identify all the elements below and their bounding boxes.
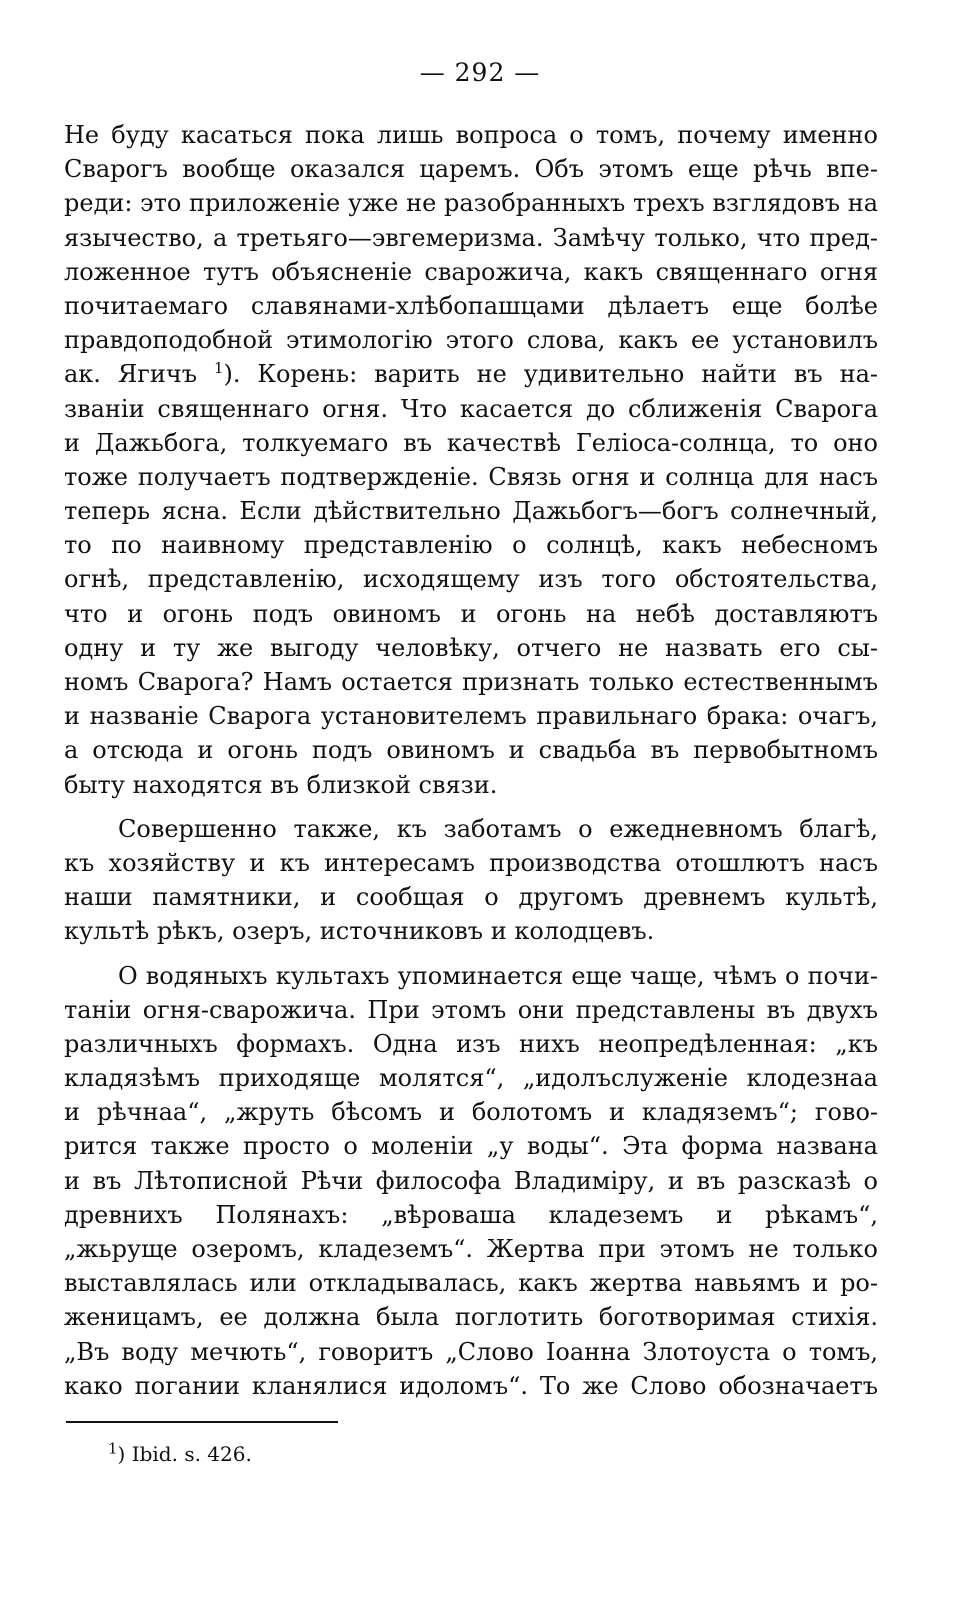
footnote-marker: 1 bbox=[108, 1439, 118, 1458]
text-line: наши памятники, и сообщая о другомъ древнемъ культѣ, bbox=[64, 883, 878, 912]
footnote bbox=[108, 1440, 252, 1468]
text-line: древнихъ Полянахъ: „вѣроваша кладеземъ и рѣкамъ“, bbox=[64, 1200, 878, 1229]
text-line-with-footnote-ref bbox=[64, 357, 878, 391]
text-line: и рѣчнаа“, „жруть бѣсомъ и болотомъ и кладяземъ“; гово- bbox=[64, 1098, 878, 1127]
text-line: то по наивному представленію о солнцѣ, какъ небесномъ bbox=[64, 531, 878, 560]
text-line: „Въ воду мечють“, говоритъ „Слово Іоанна Злотоуста о томъ, bbox=[64, 1337, 878, 1366]
text-line: язычество, а третьяго—эвгемеризма. Замѣчу только, что пред- bbox=[64, 223, 878, 252]
text-line: како погании кланялися идоломъ“. То же Слово обозначаетъ bbox=[64, 1371, 878, 1400]
text-line: и Дажьбога, толкуемаго въ качествѣ Геліоса-солнца, то оно bbox=[64, 428, 878, 457]
text-line: огнѣ, представленію, исходящему изъ того обстоятельства, bbox=[64, 565, 878, 594]
text-line: О водяныхъ культахъ упоминается еще чаще, чѣмъ о почи- bbox=[118, 961, 878, 990]
text-line: различныхъ формахъ. Одна изъ нихъ неопредѣленная: „къ bbox=[64, 1029, 878, 1058]
footnote-divider bbox=[66, 1421, 338, 1423]
text-line: тоже получаетъ подтвержденіе. Связь огня и солнца для насъ bbox=[64, 462, 878, 491]
text-line: номъ Сварога? Намъ остается признать только естественнымъ bbox=[64, 668, 878, 696]
paragraph-gap bbox=[64, 949, 878, 959]
text-segment: ак. Ягичъ bbox=[64, 360, 197, 389]
text-line: почитаемаго славянами-хлѣбопашцами дѣлаетъ еще болѣе bbox=[64, 291, 878, 320]
text-line: Не буду касаться пока лишь вопроса о томъ, почему именно bbox=[64, 121, 878, 149]
text-line: выставлялась или откладывалась, какъ жертва навьямъ и ро- bbox=[64, 1269, 878, 1298]
text-line: культѣ рѣкъ, озеръ, источниковъ и колодцевъ. bbox=[64, 917, 655, 946]
text-line: кладязѣмъ приходяще молятся“, „идолъслуженіе клодезнаа bbox=[64, 1064, 878, 1093]
text-line: таніи огня-сварожича. При этомъ они представлены въ двухъ bbox=[64, 995, 878, 1024]
text-line: и въ Лѣтописной Рѣчи философа Владиміру, и въ разсказѣ о bbox=[64, 1166, 878, 1195]
body-text bbox=[64, 118, 878, 1403]
text-line: что и огонь подъ овиномъ и огонь на небѣ доставляютъ bbox=[64, 599, 878, 628]
paragraph-gap bbox=[64, 802, 878, 812]
footnote-text: ) Ibid. s. 426. bbox=[117, 1442, 252, 1466]
text-line: и названіе Сварога установителемъ правильнаго брака: очагъ, bbox=[64, 702, 878, 731]
text-line: одну и ту же выгоду человѣку, отчего не назвать его сы- bbox=[64, 633, 878, 662]
text-line: теперь ясна. Если дѣйствительно Дажьбогъ—богъ солнечный, bbox=[64, 497, 878, 526]
text-line: ложенное тутъ объясненіе сварожича, какъ священнаго огня bbox=[64, 257, 878, 286]
text-line: быту находятся въ близкой связи. bbox=[64, 770, 498, 799]
text-line: Сварогъ вообще оказался царемъ. Объ этомъ еще рѣчь впе- bbox=[64, 155, 878, 184]
text-line: Совершенно также, къ заботамъ о ежедневномъ благѣ, bbox=[118, 814, 878, 843]
text-line: рится также просто о моленіи „у воды“. Эта форма названа bbox=[64, 1132, 878, 1161]
text-line: правдоподобной этимологію этого слова, какъ ее установилъ bbox=[64, 326, 878, 355]
footnote-reference: 1 bbox=[213, 359, 224, 378]
text-segment: ). Корень: варить не удивительно найти въ на- bbox=[223, 360, 878, 389]
text-line: „жьруще озеромъ, кладеземъ“. Жертва при этомъ не только bbox=[64, 1235, 878, 1263]
text-line: женицамъ, ее должна была поглотить боготворимая стихія. bbox=[64, 1303, 878, 1332]
text-line: къ хозяйству и къ интересамъ производства отошлютъ насъ bbox=[64, 848, 878, 877]
text-line: а отсюда и огонь подъ овиномъ и свадьба въ первобытномъ bbox=[64, 736, 878, 765]
page-number: — 292 — bbox=[419, 58, 541, 87]
text-line: званіи священнаго огня. Что касается до сближенія Сварога bbox=[64, 394, 878, 423]
text-line: реди: это приложеніе уже не разобранныхъ трехъ взглядовъ на bbox=[64, 189, 878, 218]
